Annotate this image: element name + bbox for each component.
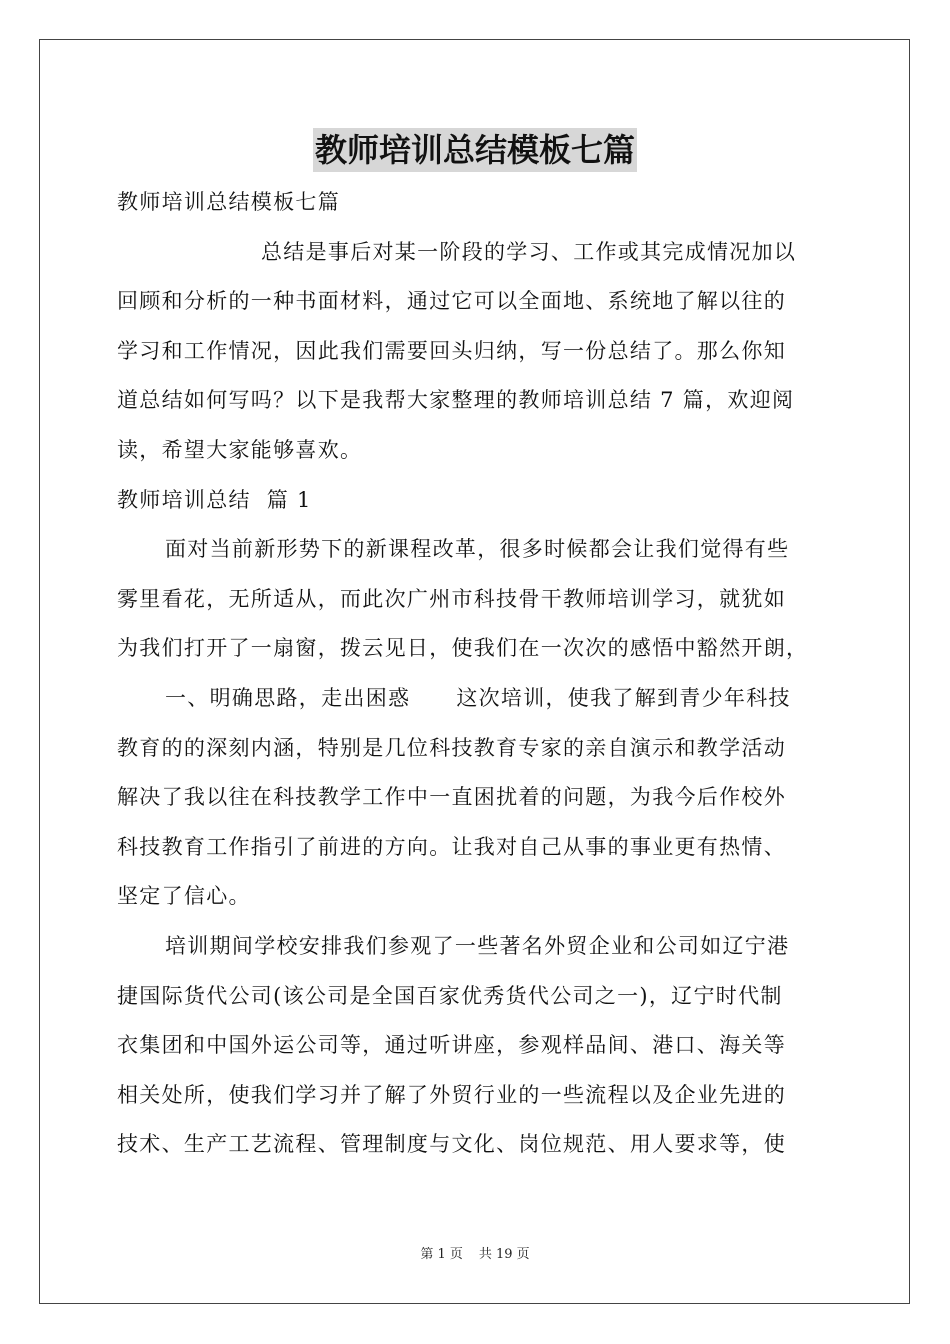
document-body xyxy=(117,178,833,1170)
paragraph-line: 衣集团和中国外运公司等，通过听讲座，参观样品间、港口、海关等 xyxy=(117,1033,786,1058)
paragraph-line: 技术、生产工艺流程、管理制度与文化、岗位规范、用人要求等，使 xyxy=(117,1132,786,1157)
paragraph-line: 培训期间学校安排我们参观了一些著名外贸企业和公司如辽宁港 xyxy=(165,933,790,958)
intro-line: 学习和工作情况，因此我们需要回头归纳，写一份总结了。那么你知 xyxy=(117,338,786,363)
paragraph-line: 雾里看花，无所适从，而此次广州市科技骨干教师培训学习，就犹如 xyxy=(117,586,786,611)
intro-line: 总结是事后对某一阶段的学习、工作或其完成情况加以 xyxy=(261,239,797,264)
paragraph-line: 为我们打开了一扇窗，拨云见日，使我们在一次次的感悟中豁然开朗， xyxy=(117,636,809,661)
subheading-text: 一、明确思路，走出困惑 xyxy=(165,685,411,710)
paragraph-line: 相关处所，使我们学习并了解了外贸行业的一些流程以及企业先进的 xyxy=(117,1082,786,1107)
intro-line: 读，希望大家能够喜欢。 xyxy=(117,437,363,462)
paragraph-text: 这次培训，使我了解到青少年科技 xyxy=(456,685,791,710)
subtitle: 教师培训总结模板七篇 xyxy=(117,190,340,214)
page-total: 共 19 页 xyxy=(478,1247,530,1262)
intro-line: 道总结如何写吗？以下是我帮大家整理的教师培训总结 7 篇，欢迎阅 xyxy=(117,388,795,413)
paragraph-line: 面对当前新形势下的新课程改革，很多时候都会让我们觉得有些 xyxy=(165,537,790,562)
paragraph-line: 解决了我以往在科技教学工作中一直困扰着的问题，为我今后作校外 xyxy=(117,785,786,810)
title-container xyxy=(0,128,950,172)
page-number: 第 1 页 xyxy=(420,1247,463,1262)
intro-line: 回顾和分析的一种书面材料，通过它可以全面地、系统地了解以往的 xyxy=(117,289,786,314)
page-footer xyxy=(0,1246,950,1264)
paragraph-line: 捷国际货代公司(该公司是全国百家优秀货代公司之一)，辽宁时代制 xyxy=(117,983,783,1008)
section-heading: 教师培训总结 篇 1 xyxy=(117,487,312,512)
paragraph-line: 科技教育工作指引了前进的方向。让我对自己从事的事业更有热情、 xyxy=(117,834,786,859)
paragraph-line: 教育的的深刻内涵，特别是几位科技教育专家的亲自演示和教学活动 xyxy=(117,735,786,760)
document-title: 教师培训总结模板七篇 xyxy=(313,128,637,172)
paragraph-line: 坚定了信心。 xyxy=(117,884,251,909)
paragraph-line xyxy=(117,674,833,724)
